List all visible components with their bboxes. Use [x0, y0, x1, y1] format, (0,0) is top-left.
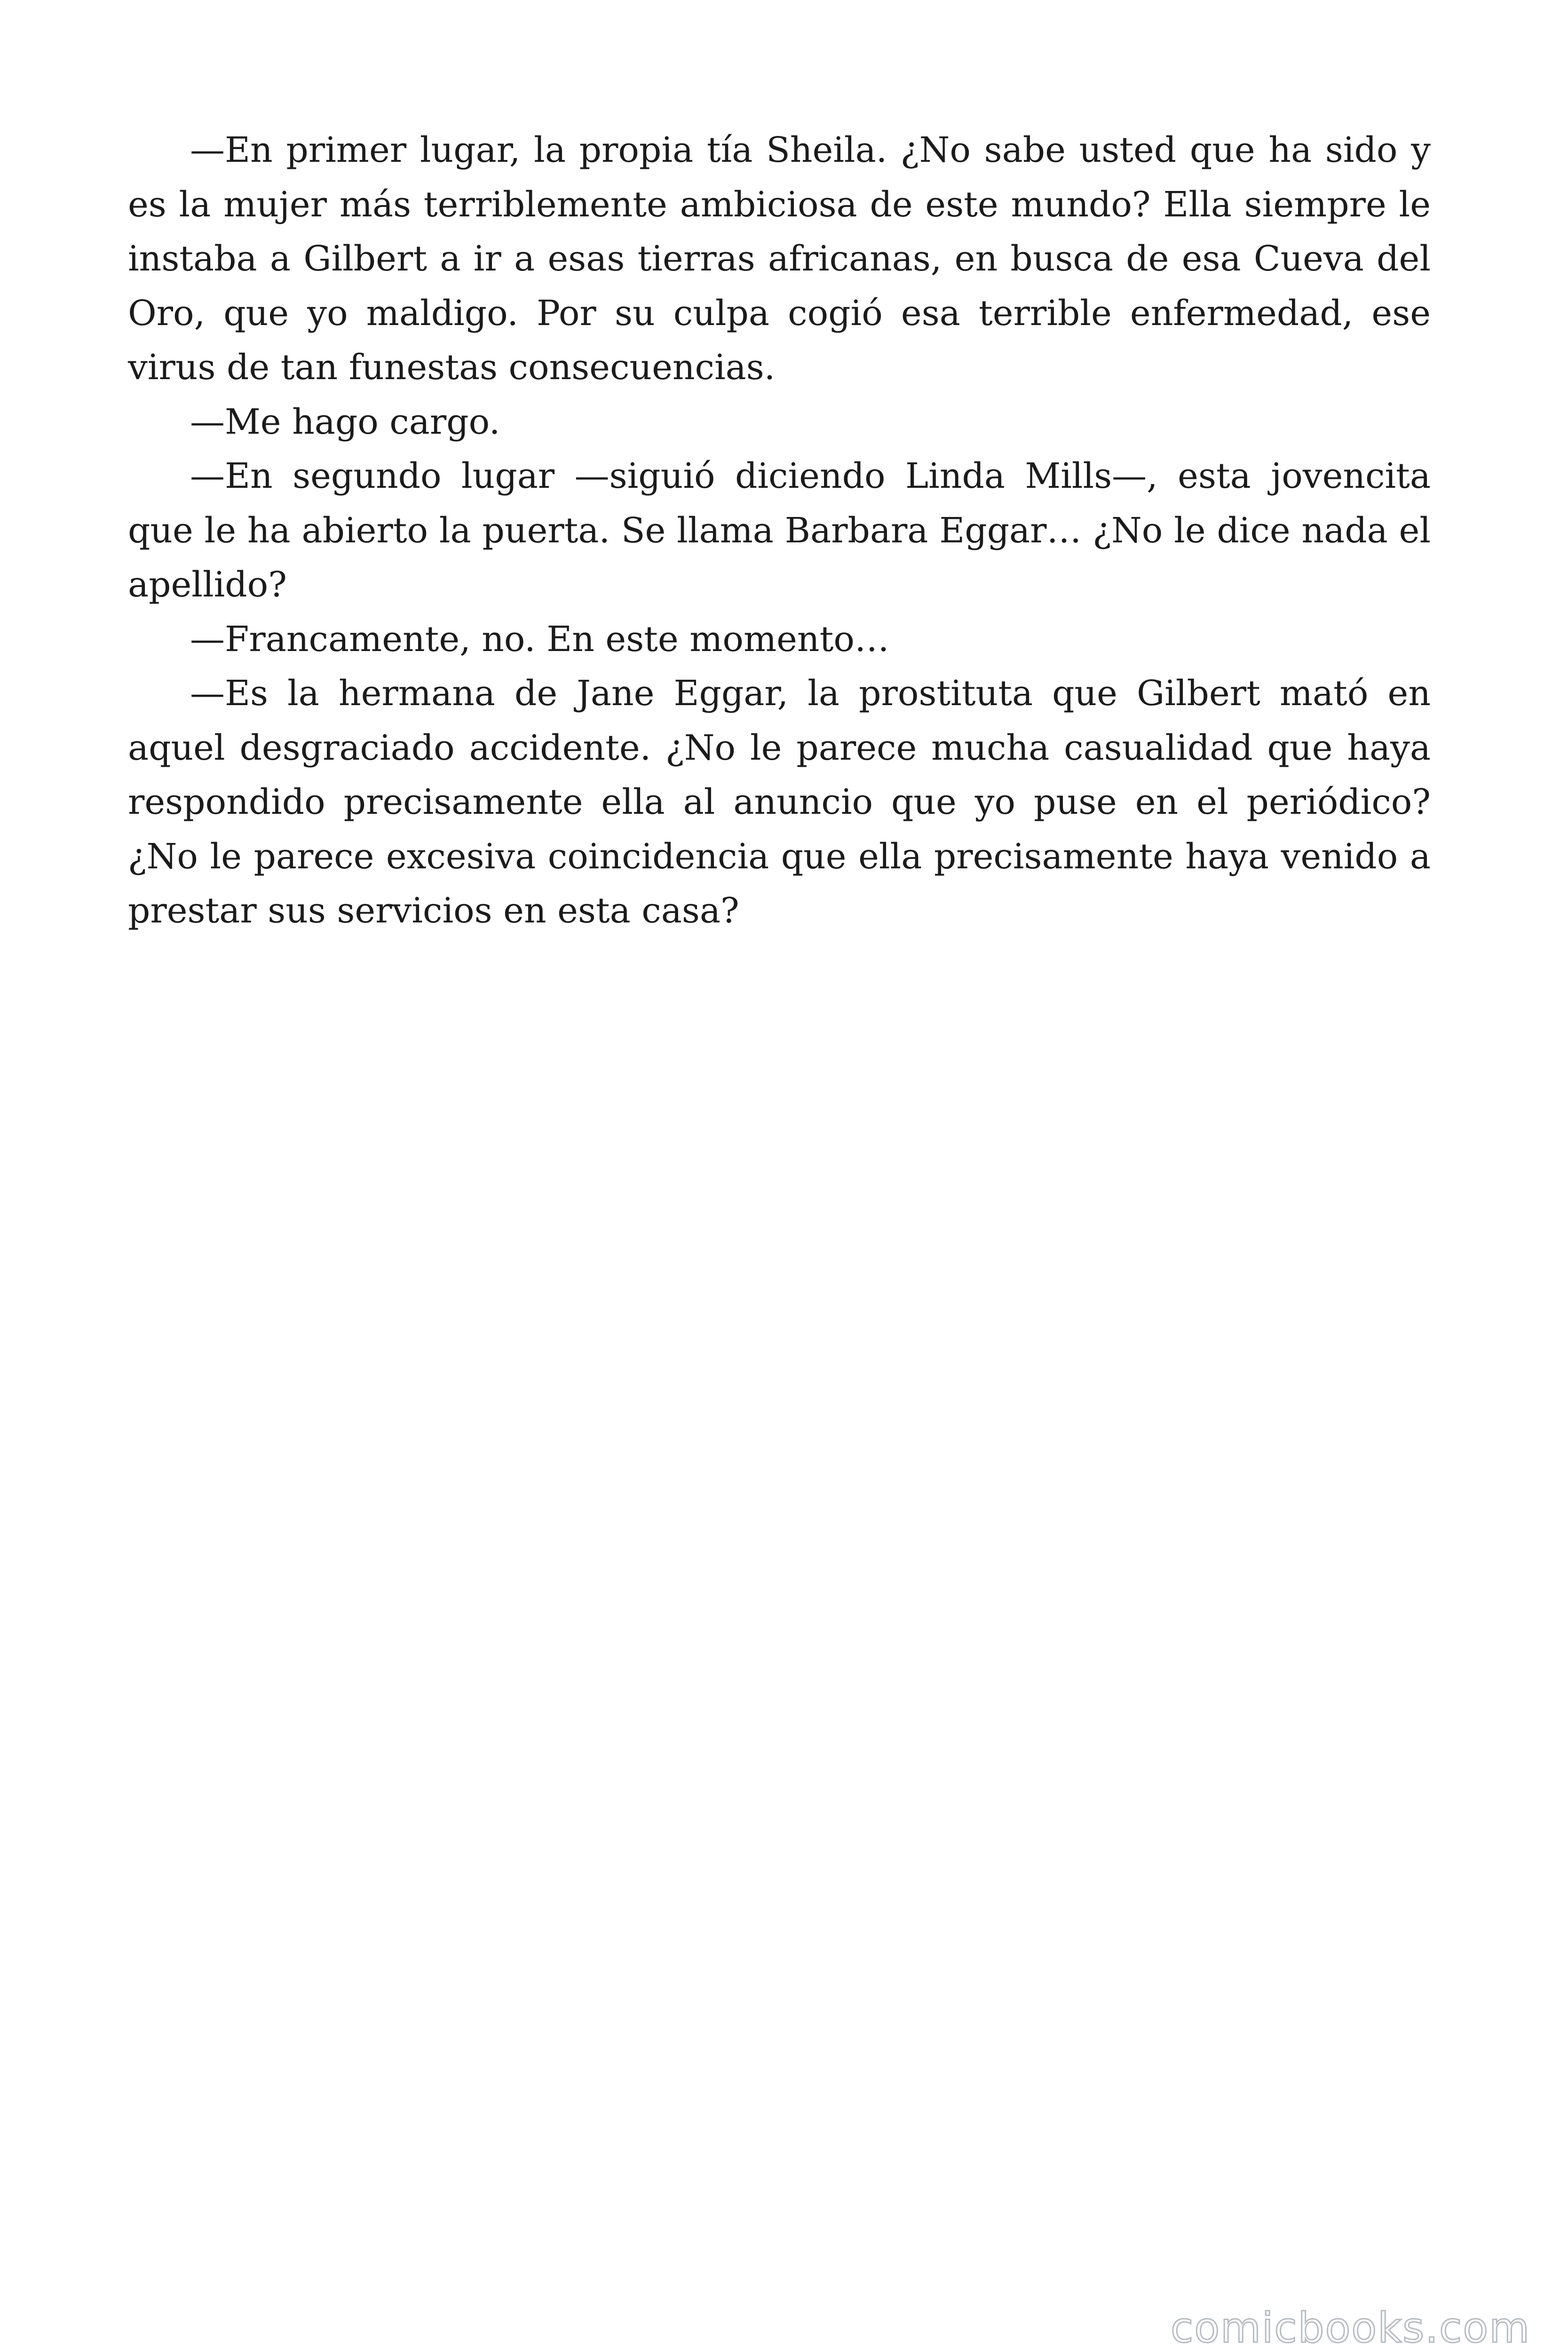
paragraph-4: —Francamente, no. En este momento… — [190, 619, 889, 660]
paragraph-3: —En segundo lugar —siguió diciendo Linda Mills—, esta jovencita que le ha abierto la puerta. Se llama Barbara Eggar… ¿No le dice nada el apellido? — [128, 456, 1431, 605]
watermark-logo: comicbooks.com — [1170, 2304, 1530, 2352]
paragraph-2: —Me hago cargo. — [190, 401, 500, 442]
paragraph-5: —Es la hermana de Jane Eggar, la prostituta que Gilbert mató en aquel desgraciado accidente. ¿No le parece mucha casualidad que haya respondido precisamente ella al anuncio que yo puse en el periódico? ¿No le parece excesiva coincidencia que ella precisamente haya venido a prestar sus servicios en esta casa? — [128, 673, 1431, 931]
paragraph-1: —En primer lugar, la propia tía Sheila. ¿No sabe usted que ha sido y es la mujer más terriblemente ambiciosa de este mundo? Ella siempre le instaba a Gilbert a ir a esas tierras africanas, en busca de esa Cueva del Oro, que yo maldigo. Por su culpa cogió esa terrible enfermedad, ese virus de tan funestas consecuencias. — [128, 130, 1431, 388]
body-text — [128, 123, 1431, 938]
